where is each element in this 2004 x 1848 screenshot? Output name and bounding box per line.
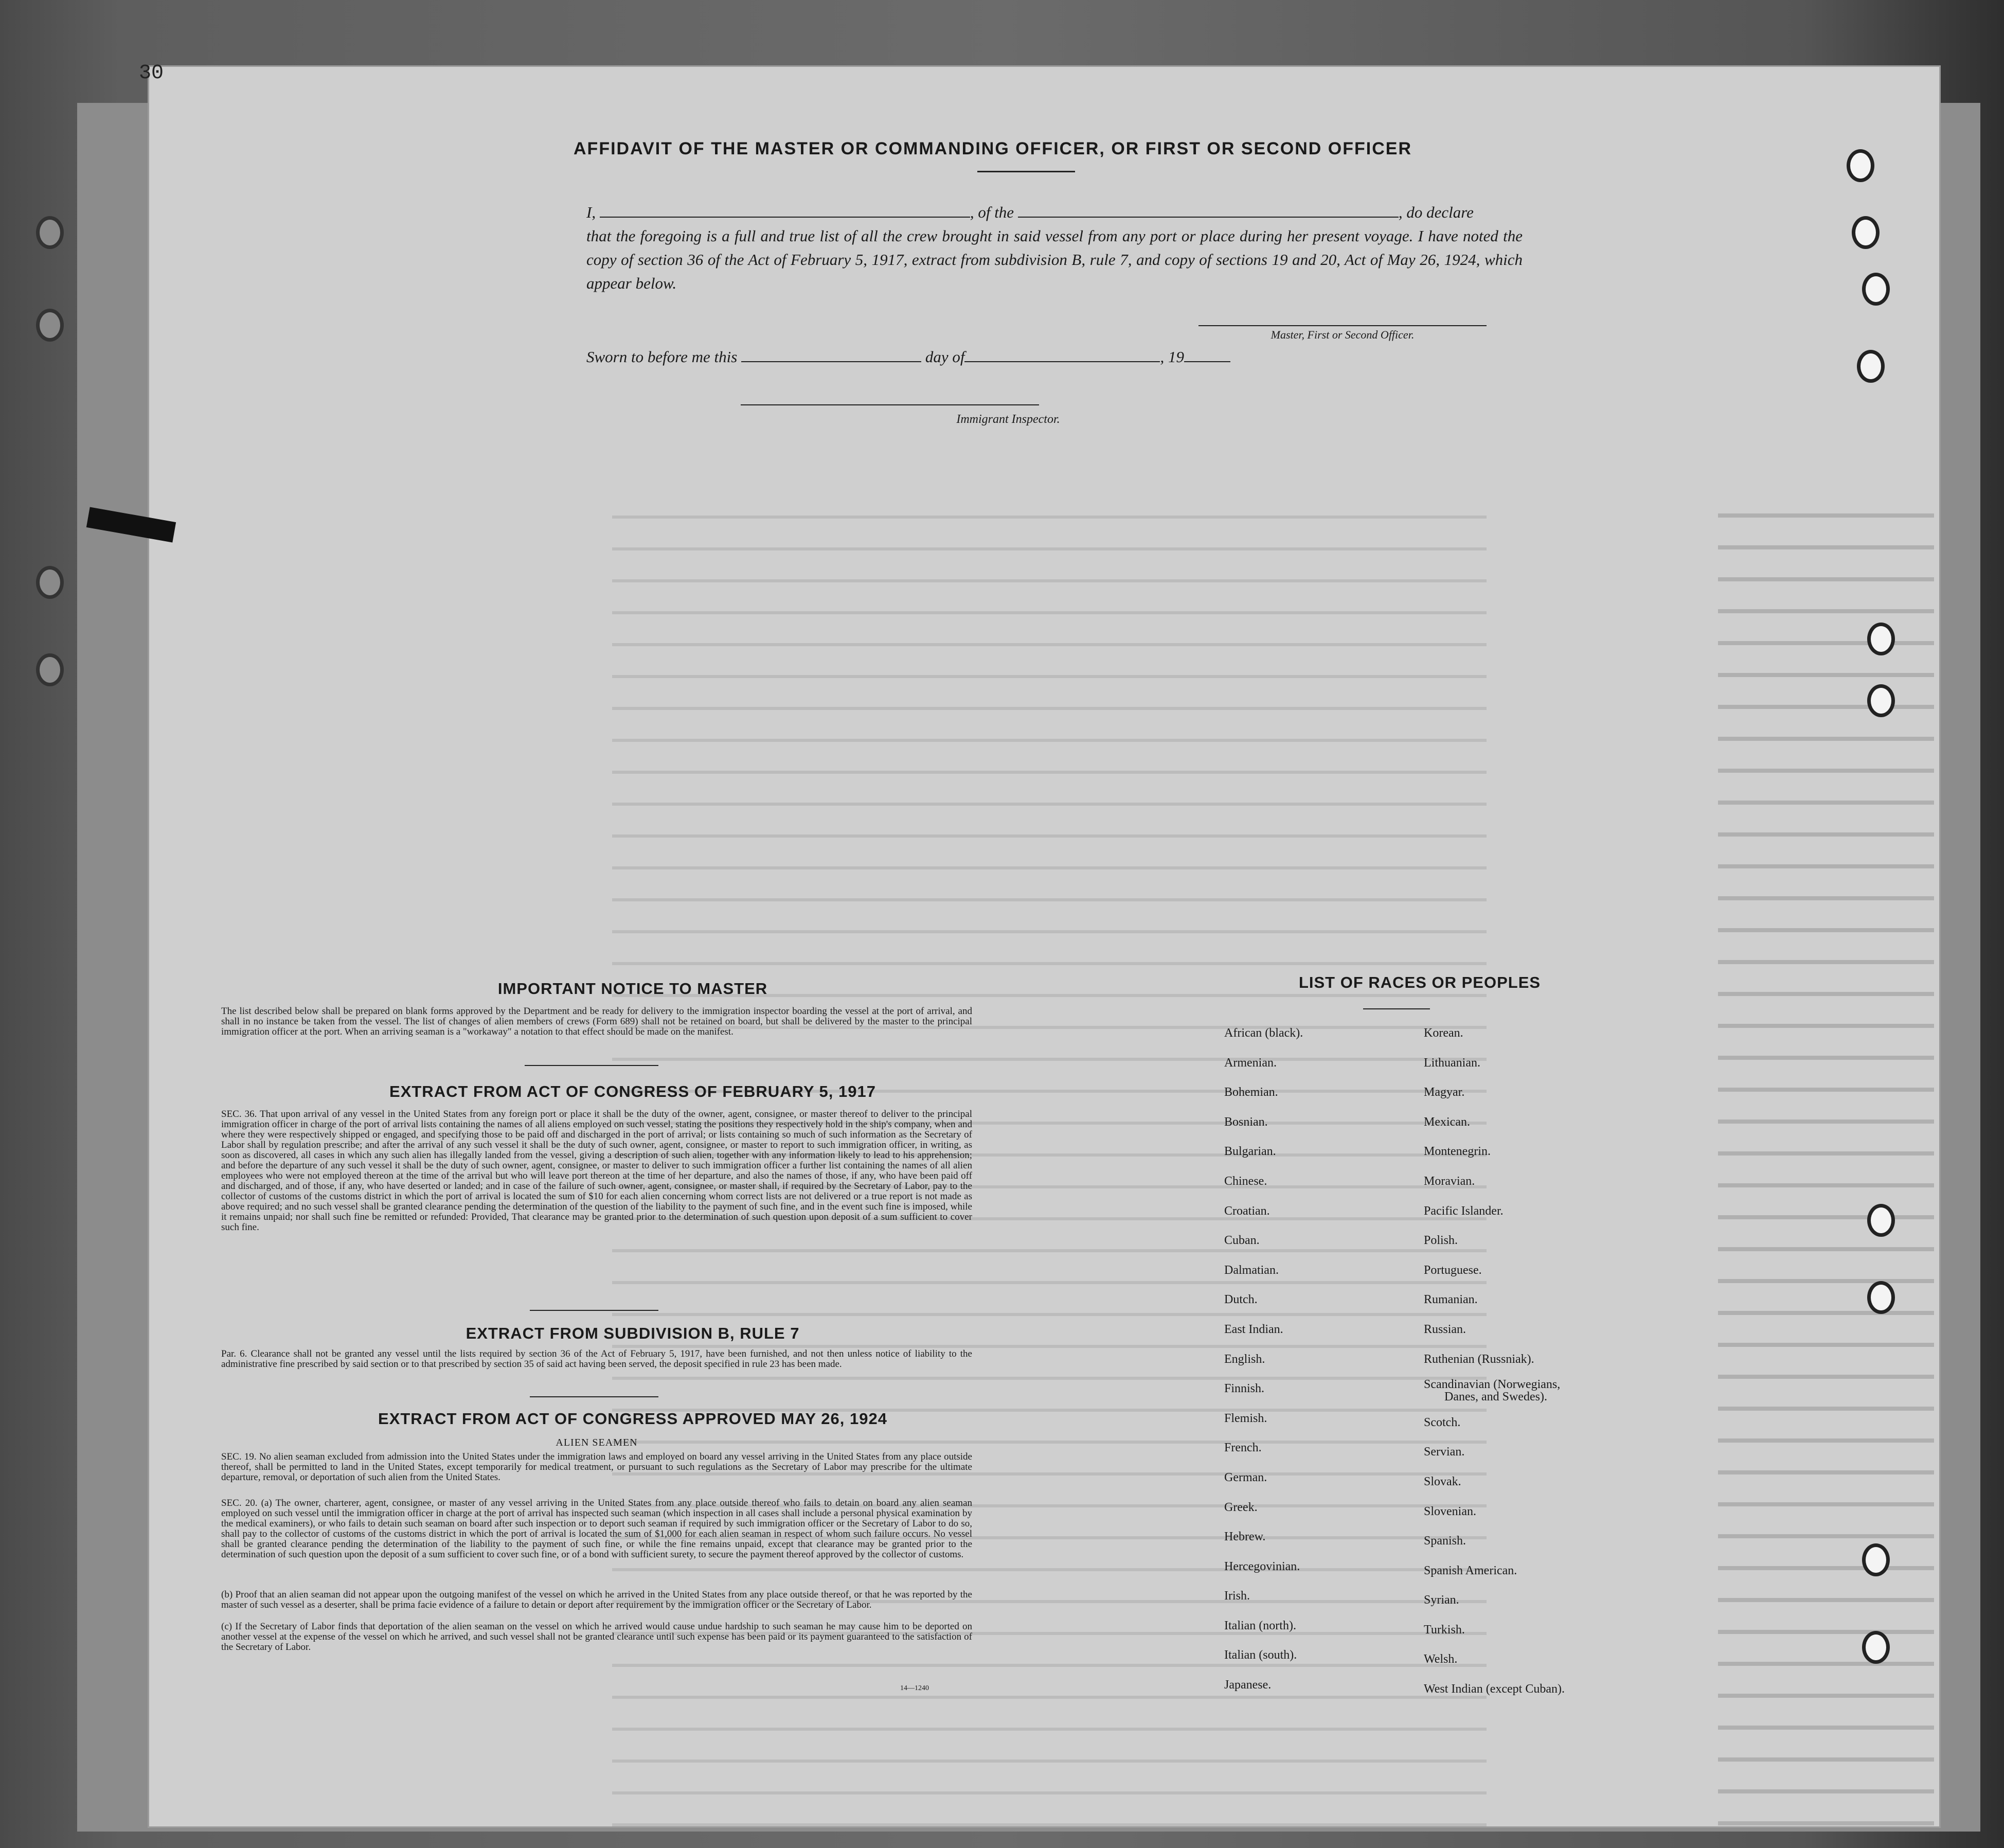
race-item: French. <box>1224 1441 1262 1455</box>
race-item: Slovenian. <box>1424 1504 1476 1518</box>
document-page <box>149 67 1939 1826</box>
punch-hole-icon <box>1847 149 1874 182</box>
divider <box>530 1396 658 1397</box>
race-item: Finnish. <box>1224 1382 1265 1396</box>
affidavit-i: I, <box>586 203 596 221</box>
races-title: LIST OF RACES OR PEOPLES <box>1298 973 1541 991</box>
race-item: Dutch. <box>1224 1293 1258 1307</box>
race-item: Cuban. <box>1224 1234 1260 1248</box>
divider <box>525 1065 658 1066</box>
race-item: Slovak. <box>1424 1474 1461 1488</box>
affidavit-do-declare: , do declare <box>1398 203 1474 221</box>
race-item: Danes, and Swedes). <box>1444 1390 1547 1404</box>
sec19-text: SEC. 19. No alien seaman excluded from admission into the United States under the immigration laws and employed on board any vessel arriving in the United States from any place outside thereof, shall be permitted to land in the United States, except temporarily for medical treatment, or pursuant to such regulations as the Secretary of Labor may prescribe for the ultimate departure, removal, or deportation of such alien from the United States. <box>221 1451 972 1483</box>
master-signature-label: Master, First or Second Officer. <box>1271 328 1415 341</box>
race-item: Flemish. <box>1224 1411 1267 1425</box>
sheet-number: 30 <box>139 62 164 85</box>
race-item: Dalmatian. <box>1224 1263 1279 1277</box>
punch-hole-icon <box>36 653 64 686</box>
sec20a-text: SEC. 20. (a) The owner, charterer, agent, consignee, or master of any vessel arriving in the United States from any place outside thereof who fails to detain on board any alien seaman employed on such vessel until the immigration officer in charge at the port of arrival has inspected such seaman (which inspection in all cases shall include a personal physical examination by the medical examiners), or who fails to detain such seaman on board after such inspection or to deport such seaman if required by such immigration officer or the Secretary of Labor to do so, shall pay to the collector of customs of the customs district in which the port of arrival is located the sum of $1,000 for each alien seaman in respect of whom such failure occurs. No vessel shall be granted clearance pending the determination of the liability to the payment of such fine, or while the fine remains unpaid, except that clearance may be granted prior to the determination of such question upon the deposit of a sum sufficient to cover such fine, or of a bond with sufficient surety, to secure the payment thereof approved by the collector of customs. <box>221 1498 972 1560</box>
divider <box>977 171 1075 172</box>
race-item: Hercegovinian. <box>1224 1559 1300 1573</box>
race-item-scandinavian <box>1424 1374 1565 1408</box>
race-item: Spanish. <box>1424 1534 1466 1548</box>
bleed-through-text <box>1718 489 1934 1826</box>
punch-hole-icon <box>36 309 64 342</box>
extract-1917-text: SEC. 36. That upon arrival of any vessel in the United States from any foreign port or place it shall be the duty of the owner, agent, consignee, or master thereof to deliver to the principal immigration officer in charge of the port of arrival lists containing the names of all aliens employed on such vessel, stating the positions they respectively hold in the ship's company, when and where they were respectively shipped or engaged, and specifying those to be paid off and discharged in the port of arrival; or lists containing so much of such information as the Secretary of Labor shall by regulation prescribe; and after the arrival of any such vessel it shall be the duty of such owner, agent, consignee, or master to report to such immigration officer, in writing, as soon as discovered, all cases in which any such alien has illegally landed from the vessel, giving a description of such alien, together with any information likely to lead to his apprehension; and before the departure of any such vessel it shall be the duty of such owner, agent, consignee, or master to deliver to such immigration officer a further list containing the names of all alien employees who were not employed thereon at the time of the arrival but who will leave port thereon at the time of her departure, and also the names of those, if any, who have been paid off and discharged, and of those, if any, who have deserted or landed; and in case of the failure of such owner, agent, consignee, or master shall, if required by the Secretary of Labor, pay to the collector of customs of the customs district in which the port of arrival is located the sum of $10 for each alien concerning whom correct lists are not delivered or a true report is not made as above required; and no such vessel shall be granted clearance pending the determination of the question of the liability to the payment of such fine, and in the event such fine is imposed, while it remains unpaid; nor shall such fine be remitted or refunded: Provided, That clearance may be granted prior to the determination of such question upon deposit of a sum sufficient to cover such fine. <box>221 1109 972 1233</box>
race-item: West Indian (except Cuban). <box>1424 1682 1565 1696</box>
race-item: Greek. <box>1224 1500 1258 1514</box>
inspector-signature-line[interactable] <box>741 404 1039 405</box>
sec20b-text: (b) Proof that an alien seaman did not appear upon the outgoing manifest of the vessel on which he arrived in the United States from any place outside thereof, or that he was reported by the master of such vessel as a deserter, shall be prima facie evidence of a failure to detain or deport after requirement by the immigration officer or the Secretary of Labor. <box>221 1589 972 1610</box>
race-item: Bohemian. <box>1224 1086 1278 1099</box>
race-item: Croatian. <box>1224 1204 1270 1218</box>
race-item: Portuguese. <box>1424 1263 1482 1277</box>
affidavit-declaration-line <box>586 201 1523 224</box>
master-signature-line[interactable] <box>1198 325 1487 326</box>
race-item: Italian (north). <box>1224 1619 1296 1632</box>
race-item: Korean. <box>1424 1026 1463 1040</box>
races-left-column <box>1224 1019 1303 1700</box>
race-item: Lithuanian. <box>1424 1056 1480 1070</box>
race-item: German. <box>1224 1470 1267 1484</box>
punch-hole-icon <box>1862 1543 1890 1576</box>
race-item: Bulgarian. <box>1224 1145 1276 1159</box>
punch-hole-icon <box>36 216 64 249</box>
affidavit-title: AFFIDAVIT OF THE MASTER OR COMMANDING OFFICER, OR FIRST OR SECOND OFFICER <box>574 139 1412 158</box>
sworn-text: Sworn to before me this <box>586 348 738 366</box>
race-item: Polish. <box>1424 1234 1458 1248</box>
punch-hole-icon <box>1852 216 1880 249</box>
extract-1917-title: EXTRACT FROM ACT OF CONGRESS OF FEBRUARY 5, 1917 <box>389 1082 876 1100</box>
race-item: Spanish American. <box>1424 1563 1517 1577</box>
race-item: Syrian. <box>1424 1593 1459 1607</box>
races-right-column <box>1424 1019 1565 1704</box>
affidavit-of-the: , of the <box>970 203 1014 221</box>
divider <box>530 1310 658 1311</box>
punch-hole-icon <box>1867 623 1895 655</box>
race-item: East Indian. <box>1224 1322 1283 1336</box>
race-item: Turkish. <box>1424 1623 1465 1637</box>
race-item: Scotch. <box>1424 1415 1461 1429</box>
sworn-day-field[interactable] <box>741 348 921 362</box>
day-of-text: day of <box>925 348 965 366</box>
race-item: Scandinavian (Norwegians, <box>1424 1378 1561 1392</box>
race-item: Armenian. <box>1224 1056 1277 1070</box>
name-blank-field[interactable] <box>600 202 970 218</box>
race-item: African (black). <box>1224 1026 1303 1040</box>
sworn-year-field[interactable] <box>1184 348 1230 362</box>
notice-text: The list described below shall be prepared on blank forms approved by the Department and be ready for delivery to the immigration inspector boarding the vessel at the port of arrival, and shall in no instance be taken from the vessel. The list of changes of alien members of crews (Form 689) shall not be retained on board, but shall be delivered by the master to the principal immigration officer at the port. When an arriving seaman is a "workaway" a notation to that effect should be made on the manifest. <box>221 1006 972 1037</box>
race-item: Bosnian. <box>1224 1115 1268 1129</box>
affidavit-body-text: that the foregoing is a full and true list of all the crew brought in said vessel from any port or place during her present voyage. I have noted the copy of section 36 of the Act of February 5, 1917, extract from subdivision B, rule 7, and copy of sections 19 and 20, Act of May 26, 1924, which appear below. <box>586 227 1523 292</box>
race-item: Mexican. <box>1424 1115 1470 1129</box>
race-item: Servian. <box>1424 1445 1465 1459</box>
race-item: Japanese. <box>1224 1678 1272 1692</box>
race-item: Moravian. <box>1424 1174 1475 1188</box>
punch-hole-icon <box>1867 1281 1895 1314</box>
notice-title: IMPORTANT NOTICE TO MASTER <box>497 980 768 998</box>
form-number: 14—1240 <box>900 1684 929 1692</box>
race-item: Welsh. <box>1424 1652 1458 1666</box>
sworn-line <box>586 348 1286 366</box>
punch-hole-icon <box>36 566 64 599</box>
punch-hole-icon <box>1862 273 1890 306</box>
race-item: Hebrew. <box>1224 1530 1266 1544</box>
punch-hole-icon <box>1867 684 1895 717</box>
race-item: Italian (south). <box>1224 1648 1297 1662</box>
extract-rule7-title: EXTRACT FROM SUBDIVISION B, RULE 7 <box>466 1324 800 1342</box>
race-item: Pacific Islander. <box>1424 1204 1504 1218</box>
extract-1924-title: EXTRACT FROM ACT OF CONGRESS APPROVED MAY 26, 1924 <box>378 1410 887 1428</box>
punch-hole-icon <box>1857 350 1885 383</box>
punch-hole-icon <box>1862 1631 1890 1664</box>
year-text: , 19 <box>1160 348 1184 366</box>
race-item: Rumanian. <box>1424 1293 1478 1307</box>
race-item: Magyar. <box>1424 1086 1465 1099</box>
race-item: Ruthenian (Russniak). <box>1424 1352 1534 1366</box>
extract-rule7-text: Par. 6. Clearance shall not be granted any vessel until the lists required by section 36 of the Act of February 5, 1917, have been furnished, and not then unless notice of liability to the administrative fine prescribed by said section or to that prescribed by section 35 of said act having been served, the deposit specified in rule 23 has been made. <box>221 1348 972 1370</box>
alien-seamen-subtitle: ALIEN SEAMEN <box>556 1437 638 1448</box>
race-item: English. <box>1224 1352 1265 1366</box>
sec20c-text: (c) If the Secretary of Labor finds that deportation of the alien seaman on the vessel on which he arrived would cause undue hardship to such seaman he may cause him to be deported on another vessel at the expense of the vessel on which he arrived, and such vessel shall not be granted clearance until such expense has been paid or its payment guaranteed to the satisfaction of the Secretary of Labor. <box>221 1621 972 1652</box>
race-item: Montenegrin. <box>1424 1145 1491 1159</box>
sworn-month-field[interactable] <box>964 348 1160 362</box>
vessel-blank-field[interactable] <box>1018 202 1399 218</box>
divider <box>1363 1008 1430 1009</box>
race-item: Russian. <box>1424 1322 1466 1336</box>
inspector-signature-label: Immigrant Inspector. <box>956 413 1060 426</box>
race-item: Chinese. <box>1224 1174 1267 1188</box>
affidavit-body <box>586 201 1523 295</box>
race-item: Irish. <box>1224 1589 1250 1603</box>
punch-hole-icon <box>1867 1204 1895 1237</box>
